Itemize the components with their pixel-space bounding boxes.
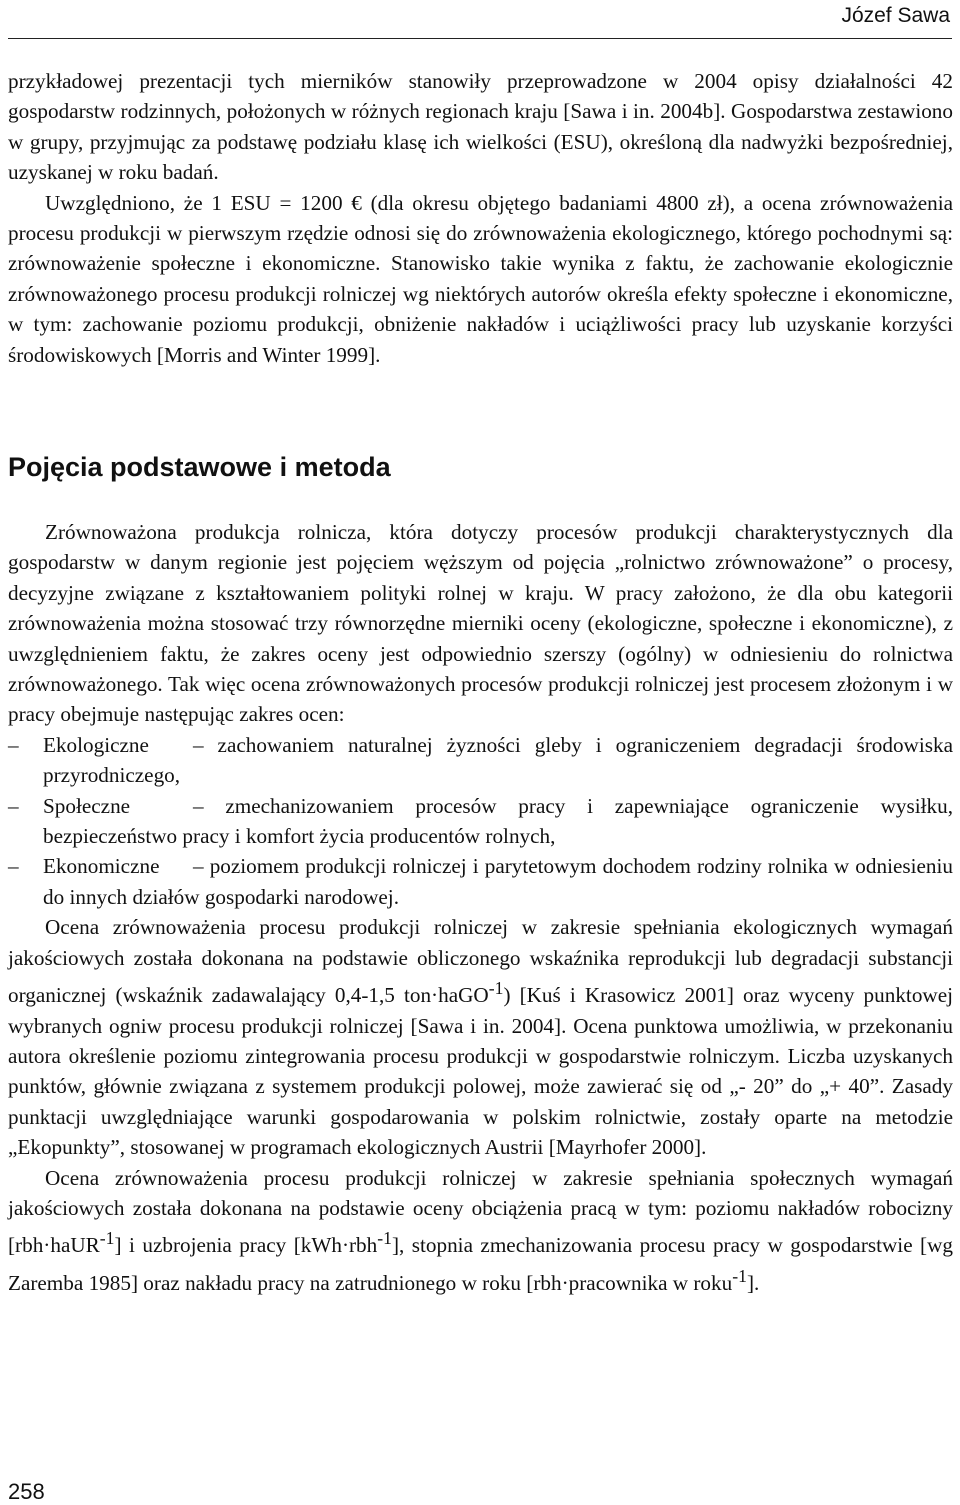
superscript: -1: [99, 1228, 115, 1249]
header-divider: [8, 38, 952, 39]
superscript: -1: [732, 1265, 747, 1286]
list-item-term: Ekonomiczne: [43, 854, 160, 879]
section-paragraph-1: Zrównoważona produkcja rolnicza, która dotyczy procesów produkcji charakterystycznych dla gospodarstw w danym regionie jest pojęciem węższym od pojęcia „rolnictwo zrównoważone” o procesy, decyzyjne związane z kształtowaniem polityki rolnej w kraju. W pracy założono, że dla obu kategorii zrównoważenia można stosować trzy równorzędne mierniki oceny (ekologiczne, społeczne i ekonomiczne), z uwzględnieniem faktu, że zakres oceny jest odpowiednio szerszy (ogólny) w odniesieniu do rolnictwa zrównoważonego. Tak więc ocena zrównoważonych procesów produkcji rolniczej jest procesem złożonym i w pracy obejmuje następując zakres ocen:: [8, 520, 953, 727]
intro-paragraph-2: Uwzględniono, że 1 ESU = 1200 € (dla okresu objętego badaniami 4800 zł), a ocena zrównoważenia procesu produkcji w pierwszym rzędzie odnosi się do zrównoważenia ekologicznego, którego pochodnymi są: zrównoważenie społeczne i ekonomiczne. Stanowisko takie wynika z faktu, że zachowanie ekologicznie zrównoważonego procesu produkcji rolniczej wg niektórych autorów określa efekty społeczne i ekonomiczne, w tym: zachowanie poziomu produkcji, obniżenie nakładów i uciążliwości pracy lub uzyskanie korzyści środowiskowych [Morris and Winter 1999].: [8, 190, 953, 367]
list-dash: –: [8, 793, 19, 818]
list-item-ecological: [8, 730, 953, 791]
paragraph-text: Ocena zrównoważenia procesu produkcji rolniczej w zakresie spełniania ekologicznych wymagań jakościowych została dokonana na podstawie obliczonego wskaźnika reprodukcji lub degradacji substancji organicznej (wskaźnik zadawalający 0,4-1,5 ton·haGO: [8, 915, 953, 1008]
paragraph-text: ) [Kuś i Krasowicz 2001] oraz wyceny punktowej wybranych ogniw procesu produkcji rolniczej [Sawa i in. 2004]. Ocena punktowa umożliwia, w przekonaniu autora określenie poziomu zintegrowania procesu produkcji w gospodarstwie rolniczym. Liczba uzyskanych punktów, głównie związana z systemem produkcji polowej, może zawierać się od „- 20” do „+ 40”. Zasady punktacji uwzględniające warunki gospodarowania w polskim rolnictwie, zostały oparte na metodzie „Ekopunkty”, stosowanej w programach ekologicznych Austrii [Mayrhofer 2000].: [8, 983, 954, 1160]
list-item-term: Społeczne: [43, 793, 131, 818]
paragraph-text: Ocena zrównoważenia procesu produkcji rolniczej w zakresie spełniania społecznych wymagań jakościowych została dokonana na podstawie oceny obciążenia pracą w tym: poziomu nakładów robocizny [rbh·haUR: [8, 1165, 953, 1258]
list-item-economic: [8, 851, 953, 912]
section-paragraph-2: [8, 912, 953, 1162]
paragraph-text: ].: [746, 1270, 760, 1295]
list-dash: –: [8, 854, 19, 879]
page-number: 258: [8, 1479, 45, 1504]
paragraph-text: ] i uzbrojenia pracy [kWh·rbh: [114, 1233, 378, 1258]
section-paragraph-3: [8, 1163, 953, 1299]
intro-paragraph-1: przykładowej prezentacji tych mierników stanowiły przeprowadzone w 2004 opisy działalności 42 gospodarstw rodzinnych, położonych w różnych regionach kraju [Sawa i in. 2004b]. Gospodarstwa zestawiono w grupy, przyjmując za podstawę podziału klasę ich wielkości (ESU), określoną dla nadwyżki bezpośredniej, uzyskanej w roku badań.: [8, 69, 953, 185]
list-item-description: – poziomem produkcji rolniczej i parytetowym dochodem rodziny rolnika w odniesieniu do innych działów gospodarki narodowej.: [43, 854, 953, 909]
assessment-scope-list: [8, 730, 953, 912]
list-item-description: – zachowaniem naturalnej żyzności gleby i ograniczeniem degradacji środowiska przyrodniczego,: [43, 732, 953, 788]
list-item-term: Ekologiczne: [43, 732, 149, 757]
superscript: -1: [488, 978, 504, 999]
section-body: [8, 517, 953, 1298]
paragraph-text: ], stopnia zmechanizowania procesu pracy w gospodarstwie [wg Zaremba 1985] oraz nakładu pracy na zatrudnionego w roku [rbh·pracownika w roku: [8, 1233, 953, 1295]
section-heading: Pojęcia podstawowe i metoda: [8, 452, 391, 482]
superscript: -1: [377, 1228, 392, 1249]
list-item-social: [8, 791, 953, 852]
running-header-author: Józef Sawa: [841, 4, 950, 27]
list-dash: –: [8, 732, 19, 757]
list-item-description: – zmechanizowaniem procesów pracy i zapewniające ograniczenie wysiłku, bezpieczeństwo pracy i komfort życia producentów rolnych,: [43, 793, 953, 849]
intro-section: [8, 66, 953, 370]
